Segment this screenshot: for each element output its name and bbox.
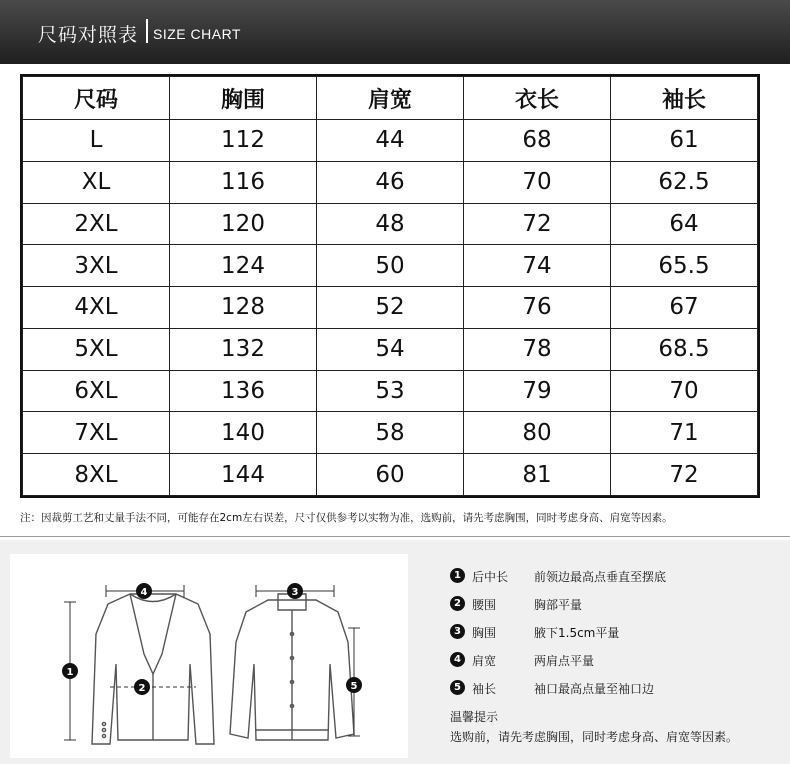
- table-cell: 64: [611, 203, 758, 245]
- header-sleeve: 袖长: [611, 77, 758, 120]
- table-cell: 58: [317, 412, 464, 454]
- table-cell: 5XL: [23, 328, 170, 370]
- number-badge: 2: [450, 596, 465, 611]
- table-cell: 6XL: [23, 370, 170, 412]
- size-note: 注：因裁剪工艺和丈量手法不同，可能存在2cm左右误差，尺寸仅供参考以实物为准，选购前，请先考虑胸围，同时考虑身高、肩宽等因素。: [20, 512, 673, 524]
- marker-label: 1: [66, 667, 74, 678]
- table-row: [23, 203, 758, 245]
- table-cell: 7XL: [23, 412, 170, 454]
- table-cell: 124: [170, 245, 317, 287]
- page-title: 尺码对照表: [38, 24, 139, 46]
- table-cell: 68: [464, 120, 611, 162]
- table-cell: 46: [317, 161, 464, 203]
- legend-definition: 两肩点平量: [534, 654, 595, 668]
- table-cell: 74: [464, 245, 611, 287]
- marker-label: 2: [138, 683, 146, 694]
- table-cell: 78: [464, 328, 611, 370]
- table-header-row: [23, 77, 758, 120]
- number-badge: 3: [450, 624, 465, 639]
- table-row: [23, 412, 758, 454]
- table-cell: 60: [317, 454, 464, 496]
- table-cell: 136: [170, 370, 317, 412]
- tips-title: 温馨提示: [450, 710, 499, 724]
- size-table: [20, 74, 760, 498]
- table-cell: 70: [464, 161, 611, 203]
- table-row: [23, 287, 758, 329]
- jacket-diagram-svg: [10, 554, 408, 758]
- marker-label: 3: [291, 587, 299, 598]
- table-cell: 80: [464, 412, 611, 454]
- header-banner: [0, 0, 790, 64]
- table-cell: 71: [611, 412, 758, 454]
- table-row: [23, 370, 758, 412]
- table-cell: 144: [170, 454, 317, 496]
- legend-term: 腰围: [472, 598, 497, 612]
- legend-definition: 腋下1.5cm平量: [534, 626, 620, 640]
- jacket-diagram: [10, 554, 408, 758]
- table-cell: 67: [611, 287, 758, 329]
- header-shoulder: 肩宽: [317, 77, 464, 120]
- section-divider: [0, 536, 790, 537]
- table-row: [23, 161, 758, 203]
- table-cell: 112: [170, 120, 317, 162]
- legend-definition: 胸部平量: [534, 598, 583, 612]
- page-subtitle: SIZE CHART: [153, 26, 241, 42]
- legend-term: 胸围: [472, 626, 497, 640]
- legend-term: 后中长: [472, 570, 509, 584]
- table-cell: 61: [611, 120, 758, 162]
- marker-label: 4: [140, 587, 148, 598]
- jacket-back-illustration: [230, 594, 354, 740]
- header-length: 衣长: [464, 77, 611, 120]
- table-cell: 68.5: [611, 328, 758, 370]
- table-row: [23, 120, 758, 162]
- table-cell: 79: [464, 370, 611, 412]
- number-badge: 1: [450, 568, 465, 583]
- table-cell: 4XL: [23, 287, 170, 329]
- measurement-guide: [0, 540, 790, 764]
- table-cell: 44: [317, 120, 464, 162]
- table-cell: 8XL: [23, 454, 170, 496]
- table-cell: 70: [611, 370, 758, 412]
- table-cell: 3XL: [23, 245, 170, 287]
- table-cell: 116: [170, 161, 317, 203]
- number-badge: 5: [450, 680, 465, 695]
- front-measure-lines: [64, 585, 196, 740]
- table-cell: 72: [464, 203, 611, 245]
- legend-definition: 袖口最高点量至袖口边: [534, 682, 655, 696]
- table-cell: 48: [317, 203, 464, 245]
- header-size: 尺码: [23, 77, 170, 120]
- table-cell: 50: [317, 245, 464, 287]
- marker-label: 5: [350, 681, 358, 692]
- title-separator: [146, 19, 148, 43]
- legend-definition: 前领边最高点垂直至摆底: [534, 570, 667, 584]
- table-cell: 72: [611, 454, 758, 496]
- tips-text: 选购前，请先考虑胸围，同时考虑身高、肩宽等因素。: [450, 730, 739, 744]
- table-cell: 120: [170, 203, 317, 245]
- table-cell: 53: [317, 370, 464, 412]
- back-measure-lines: [256, 585, 360, 736]
- table-cell: L: [23, 120, 170, 162]
- number-badge: 4: [450, 652, 465, 667]
- table-cell: 140: [170, 412, 317, 454]
- table-cell: 54: [317, 328, 464, 370]
- table-row: [23, 245, 758, 287]
- table-row: [23, 328, 758, 370]
- table-cell: XL: [23, 161, 170, 203]
- legend-term: 肩宽: [472, 654, 497, 668]
- table-cell: 62.5: [611, 161, 758, 203]
- table-cell: 65.5: [611, 245, 758, 287]
- legend-term: 袖长: [472, 682, 497, 696]
- table-cell: 128: [170, 287, 317, 329]
- header-chest: 胸围: [170, 77, 317, 120]
- table-cell: 2XL: [23, 203, 170, 245]
- table-row: [23, 454, 758, 496]
- jacket-front-illustration: [92, 594, 214, 744]
- table-cell: 52: [317, 287, 464, 329]
- table-cell: 81: [464, 454, 611, 496]
- table-cell: 76: [464, 287, 611, 329]
- table-cell: 132: [170, 328, 317, 370]
